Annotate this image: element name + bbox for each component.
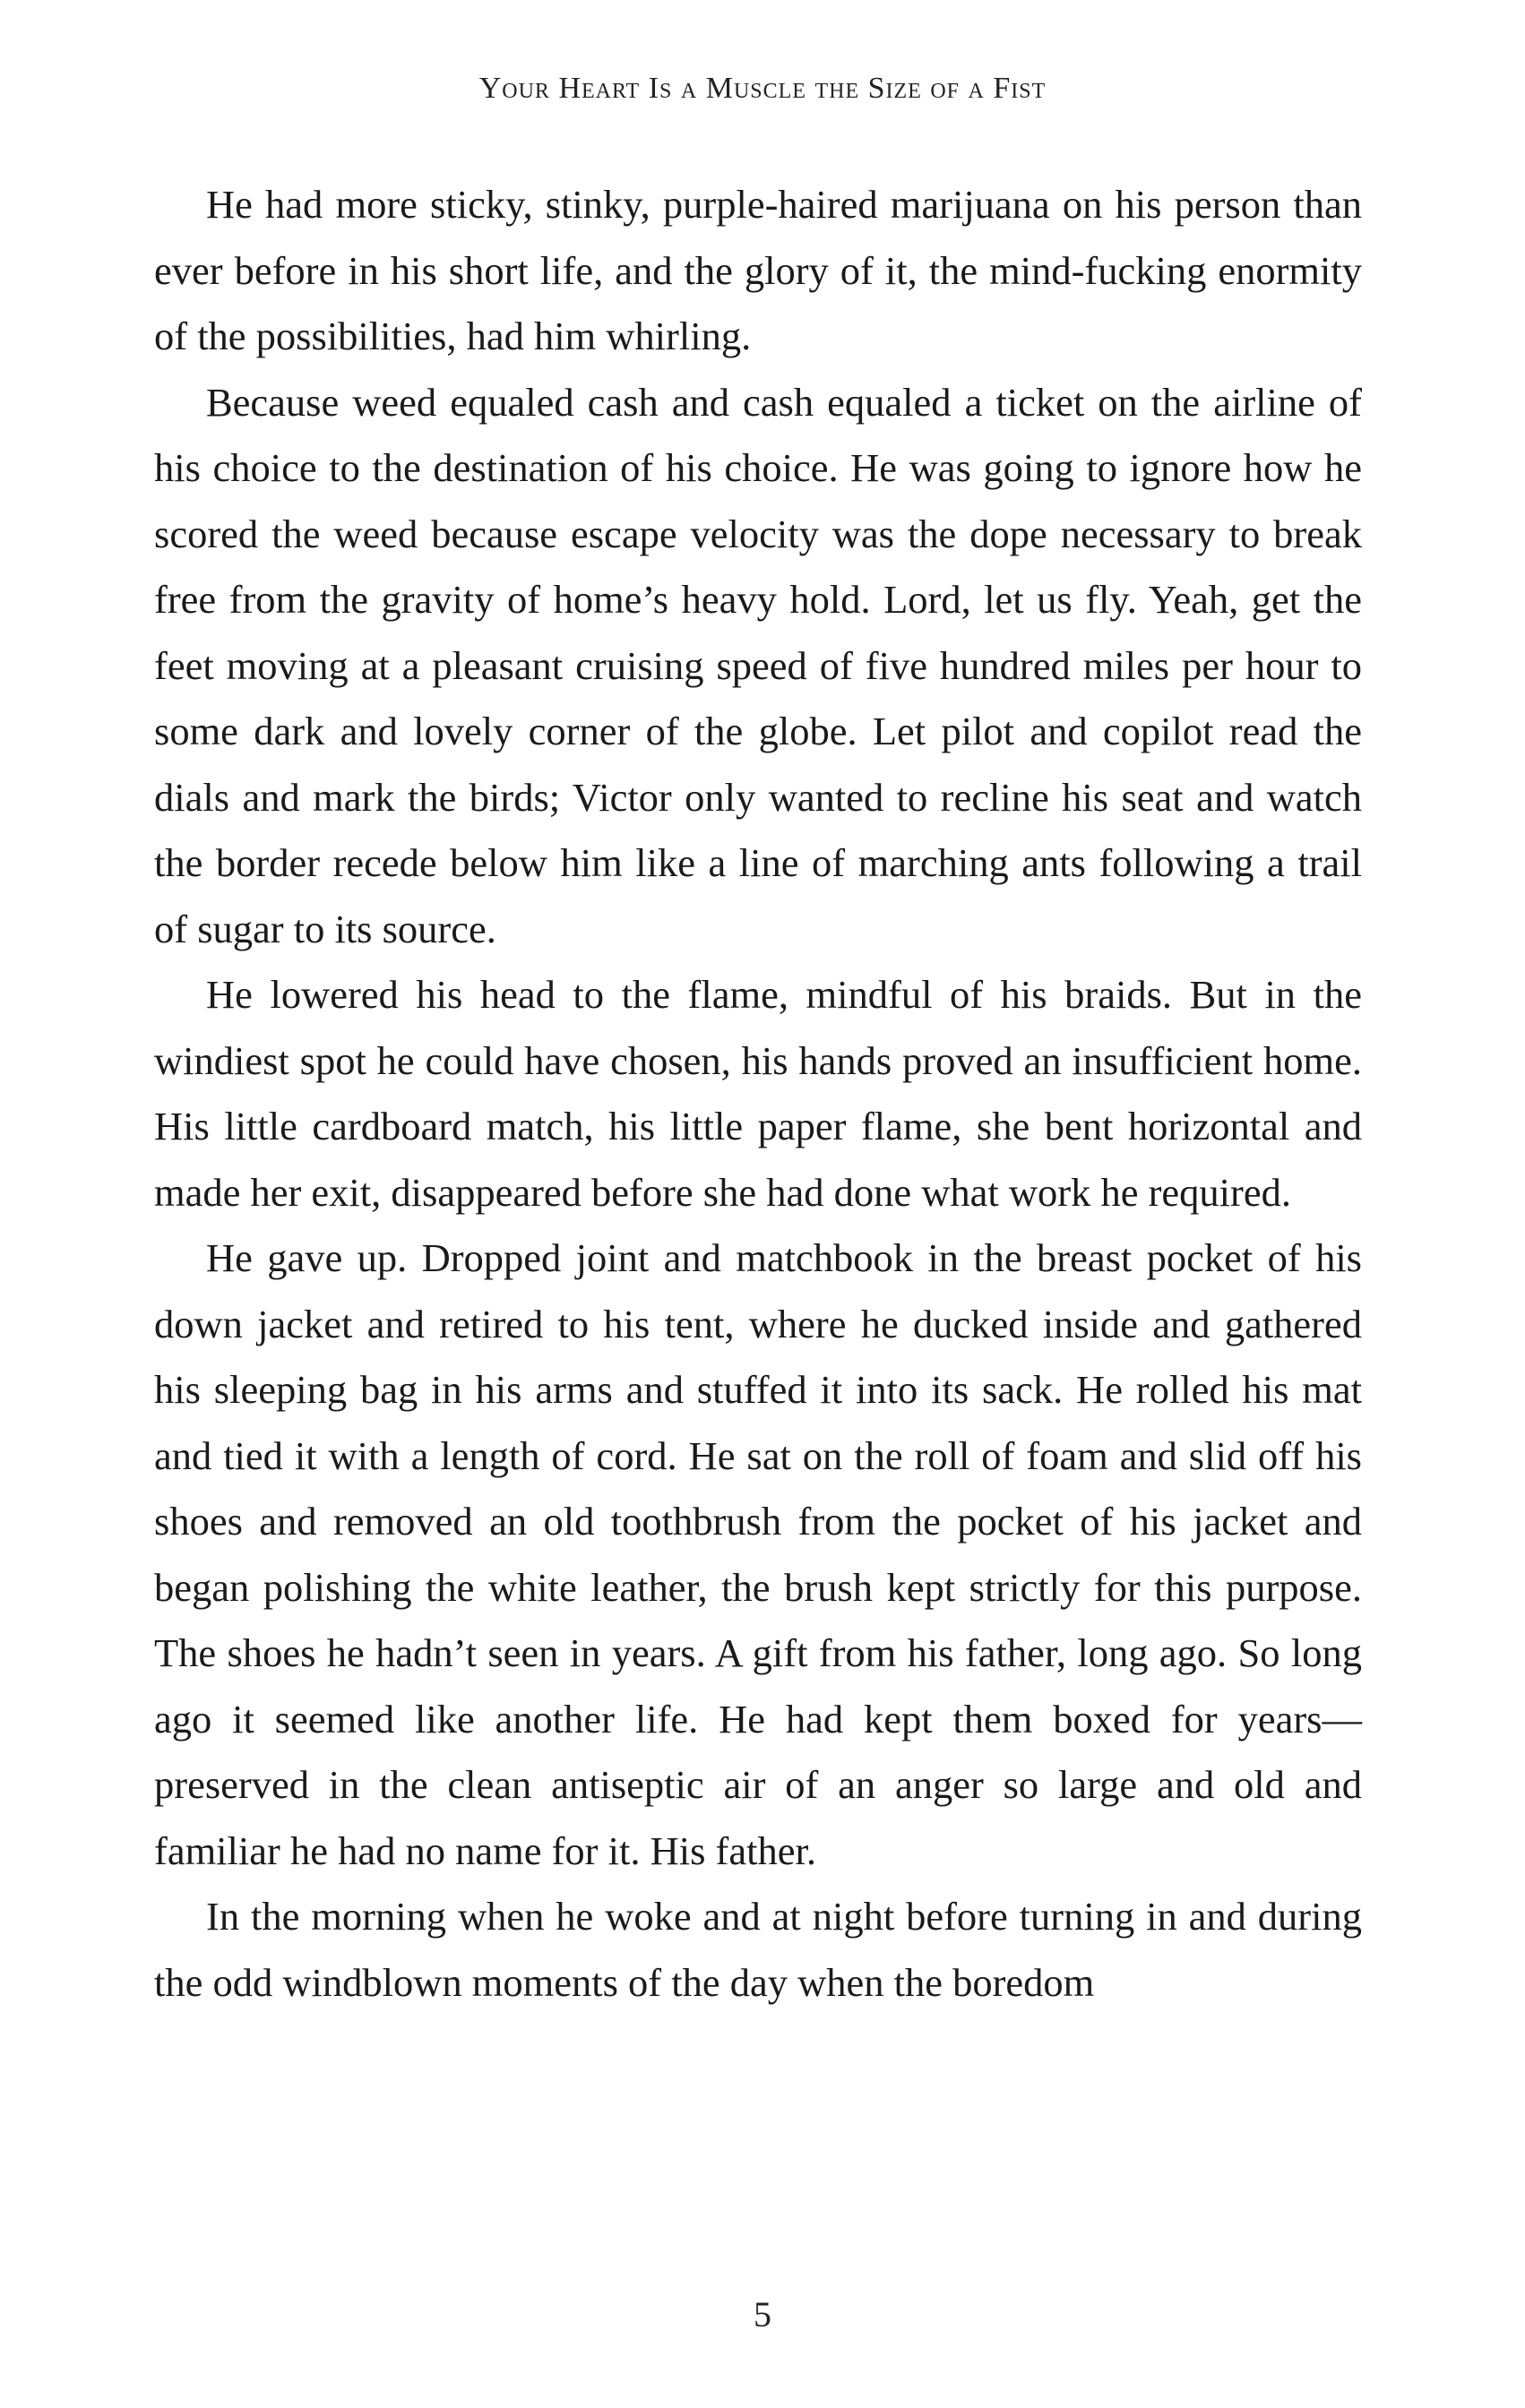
paragraph: In the morning when he woke and at night before turning in and during the odd windblown moments of the day when the boredom — [154, 1894, 1362, 2005]
paragraph: Because weed equaled cash and cash equaled a ticket on the airline of his choice to the destination of his choice. He was going to ignore how he scored the weed because escape velocity was the dope necessary to break free from the gravity of home’s heavy hold. Lord, let us fly. Yeah, get the feet moving at a pleasant cruising speed of five hundred miles per hour to some dark and lovely corner of the globe. Let pilot and copilot read the dials and mark the birds; Victor only wanted to recline his seat and watch the border recede below him like a line of marching ants following a trail of sugar to its source. — [154, 379, 1362, 951]
running-head: Your Heart Is a Muscle the Size of a Fist — [478, 72, 1047, 105]
paragraph: He lowered his head to the flame, mindful of his braids. But in the windiest spot he could have chosen, his hands proved an insufficient home. His little cardboard match, his little paper flame, she bent horizontal and made her exit, disappeared before she had done what work he required. — [154, 972, 1362, 1215]
paragraph: He gave up. Dropped joint and matchbook in the breast pocket of his down jacket and retired to his tent, where he ducked inside and gathered his sleeping bag in his arms and stuffed it into its sack. He rolled his mat and tied it with a length of cord. He sat on the roll of foam and slid off his shoes and removed an old toothbrush from the pocket of his jacket and began polishing the white leather, the brush kept strictly for this purpose. The shoes he hadn’t seen in years. A gift from his father, long ago. So long ago it seemed like another life. He had kept them boxed for years—preserved in the clean antiseptic air of an anger so large and old and familiar he had no name for it. His father. — [154, 1235, 1362, 1873]
body-text — [154, 172, 1362, 2016]
page-number: 5 — [754, 2294, 771, 2335]
paragraph: He had more sticky, stinky, purple-haired marijuana on his person than ever before in his short life, and the glory of it, the mind-fucking enormity of the possibilities, had him whirling. — [154, 182, 1362, 358]
